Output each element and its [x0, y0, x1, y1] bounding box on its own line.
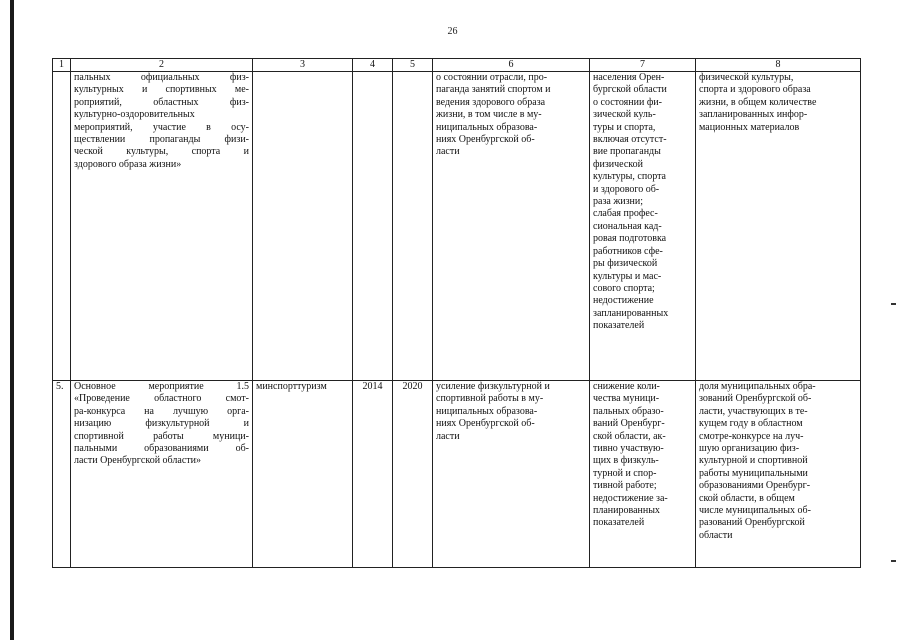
- text-line: и здорового об-: [593, 183, 660, 195]
- text-line: снижение коли-: [593, 381, 660, 392]
- text-line: жизни, в общем количестве: [699, 96, 817, 108]
- row1-start-year-cell: [353, 72, 393, 381]
- header-cell-8: 8: [696, 59, 861, 72]
- text-line: чества муници-: [593, 393, 660, 405]
- row1-end-year-cell: [393, 72, 433, 381]
- text-line: мероприятий, участие в осу-: [74, 121, 249, 133]
- header-cell-2: 2: [71, 59, 253, 72]
- row1-result-cell: [433, 72, 590, 381]
- row1-number-cell: [53, 72, 71, 381]
- text-line: «Проведение областного смот-: [74, 393, 249, 405]
- row1-indicator-cell: [696, 72, 861, 381]
- text-line: ласти Оренбургской области»: [74, 455, 201, 467]
- text-line: зической куль-: [593, 109, 656, 121]
- row2-result-cell: [433, 381, 590, 568]
- text-line: недостижение: [593, 295, 654, 307]
- text-line: тивной работе;: [593, 480, 657, 492]
- row2-number-cell: 5.: [53, 381, 71, 568]
- header-cell-1: 1: [53, 59, 71, 72]
- text-line: спортивной работы муници-: [74, 430, 249, 442]
- text-line: физической: [593, 158, 643, 170]
- text-line: здорового образа жизни»: [74, 158, 182, 170]
- text-line: ниях Оренбургской об-: [436, 418, 535, 430]
- table-row: [53, 72, 861, 381]
- text-line: образованиями Оренбург-: [699, 480, 811, 492]
- text-line: показателей: [593, 517, 645, 529]
- row2-start-year-cell: 2014: [353, 381, 393, 568]
- text-line: туры и спорта,: [593, 121, 656, 133]
- text-line: роприятий, областных физ-: [74, 96, 249, 108]
- text-line: ры физической: [593, 258, 658, 270]
- text-line: ниях Оренбургской об-: [436, 134, 535, 146]
- text-line: ласти: [436, 146, 460, 158]
- text-line: тивно участвую-: [593, 443, 664, 455]
- text-line: числе муниципальных об-: [699, 505, 811, 517]
- text-line: паганда занятий спортом и: [436, 84, 551, 96]
- text-line: спорта и здорового образа: [699, 84, 811, 96]
- text-line: пальными образованиями об-: [74, 443, 249, 455]
- row2-indicator-cell: [696, 381, 861, 568]
- text-line: ниципальных образова-: [436, 121, 538, 133]
- page-number: 26: [447, 26, 458, 37]
- text-line: ровая подготовка: [593, 233, 667, 245]
- text-line: бургской области: [593, 84, 667, 96]
- text-line: шую организацию физ-: [699, 443, 800, 455]
- text-line: пальных официальных физ-: [74, 72, 249, 83]
- text-line: ской области, ак-: [593, 430, 666, 442]
- text-line: ществлении пропаганды физи-: [74, 134, 249, 146]
- text-line: недостижение за-: [593, 492, 668, 504]
- text-line: населения Орен-: [593, 72, 665, 83]
- text-line: включая отсутст-: [593, 134, 667, 146]
- text-line: вие пропаганды: [593, 146, 661, 158]
- text-line: усиление физкультурной и: [436, 381, 550, 392]
- text-line: сового спорта;: [593, 282, 655, 294]
- text-line: кущем году в областном: [699, 418, 803, 430]
- header-cell-6: 6: [433, 59, 590, 72]
- row2-end-year-cell: 2020: [393, 381, 433, 568]
- text-line: слабая профес-: [593, 208, 658, 220]
- text-line: ведения здорового образа: [436, 96, 546, 108]
- text-line: жизни, в том числе в му-: [436, 109, 542, 121]
- text-line: культурно-оздоровительных: [74, 109, 195, 121]
- text-line: ческой культуры, спорта и: [74, 146, 249, 158]
- text-line: ласти, участвующих в те-: [699, 405, 808, 417]
- scan-mark: [891, 560, 896, 562]
- row1-consequences-cell: [590, 72, 696, 381]
- text-line: работников сфе-: [593, 245, 663, 257]
- text-line: зований Оренбургской об-: [699, 393, 812, 405]
- text-line: о состоянии отрасли, про-: [436, 72, 548, 83]
- text-line: ра-конкурса на лучшую орга-: [74, 405, 249, 417]
- text-line: смотре-конкурсе на луч-: [699, 430, 804, 442]
- text-line: пальных образо-: [593, 405, 664, 417]
- text-line: Основное мероприятие 1.5: [74, 381, 249, 392]
- header-cell-3: 3: [253, 59, 353, 72]
- scan-mark: [891, 303, 896, 305]
- text-line: культуры, спорта: [593, 171, 666, 183]
- measures-table: [52, 58, 861, 568]
- text-line: области: [699, 529, 733, 541]
- text-line: культурной и спортивной: [699, 455, 808, 467]
- header-cell-4: 4: [353, 59, 393, 72]
- row1-executor-cell: [253, 72, 353, 381]
- text-line: ниципальных образова-: [436, 405, 538, 417]
- text-line: разований Оренбургской: [699, 517, 805, 529]
- text-line: планированных: [593, 505, 660, 517]
- text-line: ваний Оренбург-: [593, 418, 665, 430]
- text-line: щих в физкуль-: [593, 455, 659, 467]
- text-line: спортивной работы в му-: [436, 393, 544, 405]
- text-line: мационных материалов: [699, 121, 800, 133]
- text-line: низацию физкультурной и: [74, 418, 249, 430]
- text-line: культуры и мас-: [593, 270, 662, 282]
- text-line: работы муниципальными: [699, 467, 808, 479]
- header-row: [53, 59, 861, 72]
- text-line: ской области, в общем: [699, 492, 795, 504]
- row2-executor-cell: минспорттуризм: [253, 381, 353, 568]
- text-line: доля муниципальных обра-: [699, 381, 816, 392]
- text-line: сиональная кад-: [593, 220, 662, 232]
- text-line: показателей: [593, 320, 645, 332]
- header-cell-7: 7: [590, 59, 696, 72]
- text-line: запланированных: [593, 307, 669, 319]
- row2-consequences-cell: [590, 381, 696, 568]
- text-line: о состоянии фи-: [593, 96, 662, 108]
- text-line: турной и спор-: [593, 467, 657, 479]
- table-row: [53, 381, 861, 568]
- row2-measure-cell: [71, 381, 253, 568]
- text-line: запланированных инфор-: [699, 109, 808, 121]
- text-line: раза жизни;: [593, 196, 644, 208]
- header-cell-5: 5: [393, 59, 433, 72]
- text-line: ласти: [436, 430, 460, 442]
- text-line: физической культуры,: [699, 72, 794, 83]
- row1-measure-cell: [71, 72, 253, 381]
- text-line: культурных и спортивных ме-: [74, 84, 249, 96]
- left-margin-bar: [10, 0, 14, 640]
